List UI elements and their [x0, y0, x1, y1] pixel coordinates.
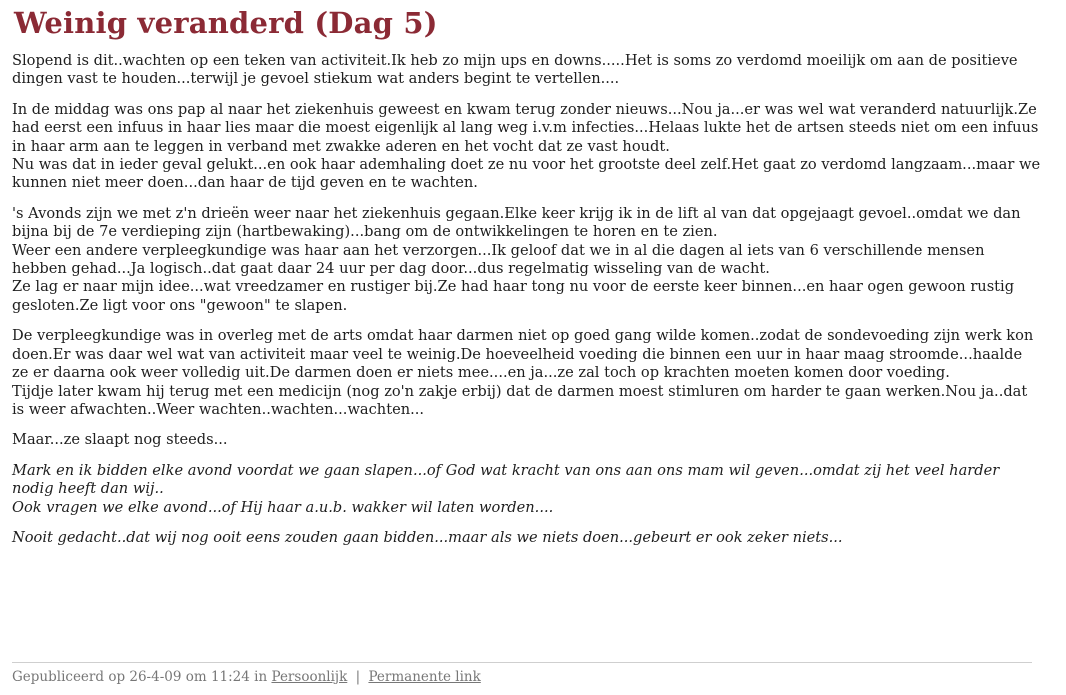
paragraph-text: Nu was dat in ieder geval gelukt...en ook haar ademhaling doet ze nu voor het grootste deel zelf.Het gaat zo verdomd langzaam...maar we kunnen niet meer doen...dan haar de tijd geven en te wachten.: [12, 156, 1041, 192]
paragraph-text: Nooit gedacht..dat wij nog ooit eens zouden gaan bidden...maar als we niets doen...gebeurt er ook zeker niets...: [12, 528, 843, 546]
paragraph-text: Maar...ze slaapt nog steeds...: [12, 431, 228, 449]
paragraph-text: 's Avonds zijn we met z'n drieën weer naar het ziekenhuis gegaan.Elke keer krijg ik in de lift al van dat opgejaagt gevoel..omdat we dan bijna bij de 7e verdieping zijn (hartbewaking)...bang om de ontwikkelingen te horen en te zien.: [12, 204, 1021, 241]
post-paragraph: [12, 327, 1042, 419]
post-paragraph: [12, 52, 1042, 89]
post-footer: [12, 662, 1032, 685]
paragraph-text: In de middag was ons pap al naar het ziekenhuis geweest en kwam terug zonder nieuws...Nou ja...er was wel wat veranderd natuurlijk.Ze had eerst een infuus in haar lies maar die moest eigenlijk al lang weg i.v.m infecties...Helaas lukte het de artsen steeds niet om een infuus in haar arm aan te leggen in verband met zwakke aderen en het vocht dat ze vast houdt.: [12, 100, 1039, 155]
blog-post: [12, 4, 1042, 559]
post-paragraph: [12, 205, 1042, 315]
category-link[interactable]: Persoonlijk: [271, 669, 348, 685]
post-title: Weinig veranderd (Dag 5): [14, 6, 438, 40]
published-info: Gepubliceerd op 26-4-09 om 11:24 in: [12, 669, 268, 685]
paragraph-text: Tijdje later kwam hij terug met een medicijn (nog zo'n zakje erbij) dat de darmen moest stimluren om harder te gaan werken.Nou ja..dat is weer afwachten..Weer wachten..wachten...wachten...: [12, 382, 1028, 418]
post-paragraph: [12, 431, 1042, 449]
paragraph-text: Weer een andere verpleegkundige was haar aan het verzorgen...Ik geloof dat we in al die dagen al iets van 6 verschillende mensen hebben gehad...Ja logisch..dat gaat daar 24 uur per dag door...dus regelmatig wisseling van de wacht.: [12, 241, 985, 278]
paragraph-text: Mark en ik bidden elke avond voordat we gaan slapen...of God wat kracht van ons aan ons mam wil geven...omdat zij het veel harder nodig heeft dan wij..: [12, 461, 1000, 498]
paragraph-text: Ze lag er naar mijn idee...wat vreedzamer en rustiger bij.Ze had haar tong nu voor de eerste keer binnen...en haar ogen gewoon rustig gesloten.Ze ligt voor ons "gewoon" te slapen.: [12, 278, 1015, 314]
post-paragraph: [12, 462, 1042, 517]
footer-separator: |: [355, 669, 361, 685]
post-paragraph: [12, 529, 1042, 547]
permalink-link[interactable]: Permanente link: [368, 669, 481, 685]
paragraph-text: Slopend is dit..wachten op een teken van activiteit.Ik heb zo mijn ups en downs.....Het is soms zo verdomd moeilijk om aan de positieve dingen vast te houden...terwijl je gevoel stiekum wat anders begint te vertellen....: [12, 52, 1018, 88]
paragraph-text: Ook vragen we elke avond...of Hij haar a.u.b. wakker wil laten worden....: [12, 498, 554, 516]
paragraph-text: De verpleegkundige was in overleg met de arts omdat haar darmen niet op goed gang wilde komen..zodat de sondevoeding zijn werk kon doen.Er was daar wel wat van activiteit maar veel te weinig.De hoeveelheid voeding die binnen een uur in haar maag stroomde...haalde ze er daarna ook weer volledig uit.De darmen doen er niets mee....en ja...ze zal toch op krachten moeten komen door voeding.: [12, 327, 1034, 382]
post-body: [12, 52, 1042, 547]
post-paragraph: [12, 101, 1042, 193]
